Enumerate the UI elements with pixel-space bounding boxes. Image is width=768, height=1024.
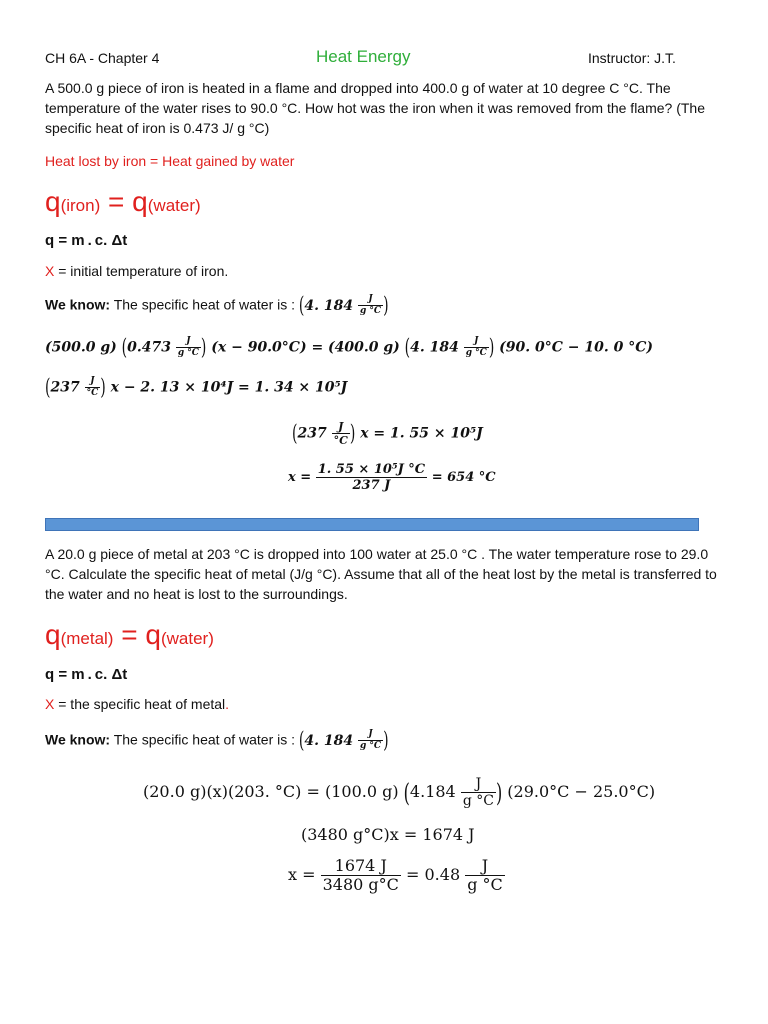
problem2-x-definition [45, 696, 229, 712]
eq3-unit-den: °C [333, 434, 348, 447]
eq2-coef: 237 [50, 379, 80, 396]
eq2-unit-num: J [85, 377, 101, 388]
water2-specific-heat: (4. 184 $\frac{J}{g ^\circ C}$ ) [298, 727, 389, 754]
unit2-fraction [358, 730, 383, 751]
p2-eq3-num: 1674 J [321, 858, 401, 876]
instructor-label: Instructor: J.T. [588, 50, 676, 66]
x2-dot: . [225, 696, 230, 712]
page-title: Heat Energy [316, 47, 411, 66]
eq2-unit [85, 377, 101, 398]
problem1-heat-formula: q = m . c. Δt [45, 232, 128, 249]
problem2-q-equation [45, 619, 214, 651]
p2-eq1-left: (20.0 g)(x)(203. °C) = (100.0 g) [143, 782, 399, 801]
eq1-mid: (x − 90.0°C) = (400.0 g) [211, 339, 400, 356]
eq3-unit-num: J [332, 421, 350, 434]
eq3-unit [332, 421, 350, 446]
q-water-symbol: q [132, 186, 148, 217]
unit-fraction [358, 295, 383, 316]
problem2-equation-2: (3480 g°C)x = 1674 J [301, 825, 475, 844]
problem2-heat-formula: q = m . c. Δt [45, 666, 128, 683]
p2-eq3-result: = 0.48 [406, 865, 461, 884]
p2-eq1-right: (29.0°C − 25.0°C) [507, 782, 656, 801]
q2-water-subscript: (water) [160, 629, 214, 648]
p2-eq3-unit-num: J [465, 858, 505, 876]
we-know-label: We know: [45, 296, 111, 313]
p2-eq3-unit-den: g °C [467, 875, 503, 894]
p2-eq1-unit [461, 777, 496, 808]
unit-den: g °C [359, 306, 382, 316]
unit2-num: J [358, 730, 383, 741]
problem2-statement: A 20.0 g piece of metal at 203 °C is dropped into 100 water at 25.0 °C . The water temperature rose to 29.0 °C. Calculate the specific heat of metal (J/g °C). Assume that all of the heat lost by the metal is transferred to the water and no heat is lost to the surroundings. [45, 546, 717, 602]
problem1-x-definition [45, 263, 228, 279]
p2-eq3-fraction [321, 858, 401, 893]
problem1-equation-2: (237 $\frac{J}{^\circ C}$ ) x − 2. 13 × 10⁴J = 1. 34 × 10⁵J [45, 374, 348, 401]
problem1-equation-1: (500.0 g) (0.473 $\frac{J}{g ^\circ C}$ ) (x − 90.0°C) = (400.0 g) (4. 184 $\frac{J}{g ^\circ C}$ ) (90. 0°C − 10. 0 °C) [45, 334, 654, 361]
x-letter: X [45, 263, 55, 279]
x2-definition-text: = the specific heat of metal [54, 696, 226, 712]
eq4-result: = 654 °C [431, 470, 496, 485]
q-metal-symbol: q [45, 619, 61, 650]
x-definition-text: = initial temperature of iron. [54, 263, 229, 279]
problem1-equation-4 [288, 463, 496, 492]
we-know2-label: We know: [45, 731, 111, 748]
q-iron-subscript: (iron) [60, 196, 101, 215]
eq2-rest: x − 2. 13 × 10⁴J = 1. 34 × 10⁵J [110, 379, 348, 396]
q2-equals: = [113, 619, 146, 650]
we-know2-text: The specific heat of water is : [110, 731, 299, 748]
eq1-left: (500.0 g) [45, 339, 117, 356]
p2-eq3-x: x = [288, 865, 316, 884]
water-c-value: 4. 184 [304, 297, 354, 314]
p2-eq1-unit-num: J [461, 777, 496, 793]
x2-letter: X [45, 696, 55, 712]
q2-water-symbol: q [145, 619, 161, 650]
q-water-subscript: (water) [147, 196, 201, 215]
unit-num: J [358, 295, 383, 306]
p2-eq3-unit [465, 858, 505, 893]
problem2-we-know [45, 727, 389, 754]
q-iron-symbol: q [45, 186, 61, 217]
course-label: CH 6A - Chapter 4 [45, 50, 160, 66]
eq1-c-iron: 0.473 [127, 339, 171, 356]
problem1-principle: Heat lost by iron = Heat gained by water [45, 153, 295, 169]
eq3-rest: x = 1. 55 × 10⁵J [360, 425, 483, 442]
unit2-den: g °C [359, 741, 382, 751]
problem2-equation-1: (20.0 g)(x)(203. °C) = (100.0 g) (4.184 $\frac{J}{g ^\circ C}$ ) (29.0°C − 25.0°C) [143, 776, 656, 809]
water-specific-heat: (4. 184 $\frac{J}{g ^\circ C}$ ) [298, 292, 389, 319]
eq1-unit-1 [176, 337, 201, 358]
section-divider [45, 518, 699, 531]
eq1-unit-num: J [176, 337, 201, 348]
p2-eq3-den: 3480 g°C [322, 875, 399, 894]
p2-eq1-unit-den: g °C [462, 793, 494, 809]
water2-c-value: 4. 184 [304, 732, 354, 749]
eq1-unit2-den: g °C [465, 348, 487, 358]
problem1-equation-3: (237 $\frac{J}{^\circ C}$ ) x = 1. 55 × 10⁵J [292, 420, 483, 447]
eq4-fraction [316, 463, 427, 492]
eq2-unit-den: °C [86, 388, 99, 398]
eq4-x: x = [288, 470, 312, 485]
eq1-unit-2 [464, 337, 489, 358]
p2-eq1-c: 4.184 [409, 782, 456, 801]
eq3-coef: 237 [297, 425, 327, 442]
we-know-text: The specific heat of water is : [110, 296, 299, 313]
eq1-unit-den: g °C [177, 348, 199, 358]
eq1-c-water: 4. 184 [410, 339, 459, 356]
eq1-right: (90. 0°C − 10. 0 °C) [499, 339, 654, 356]
problem1-statement: A 500.0 g piece of iron is heated in a flame and dropped into 400.0 g of water at 10 degree C °C. The temperature of the water rises to 90.0 °C. How hot was the iron when it was removed from the flame? (The specific heat of iron is 0.473 J/ g °C) [45, 80, 706, 136]
eq4-num: 1. 55 × 10⁵J °C [317, 462, 426, 477]
q-equals: = [100, 186, 133, 217]
q-metal-subscript: (metal) [60, 629, 114, 648]
eq4-den: 237 J [352, 478, 391, 493]
problem2-equation-3 [288, 858, 505, 893]
problem1-q-equation [45, 186, 201, 218]
eq1-unit2-num: J [464, 337, 489, 348]
problem1-we-know [45, 292, 389, 319]
